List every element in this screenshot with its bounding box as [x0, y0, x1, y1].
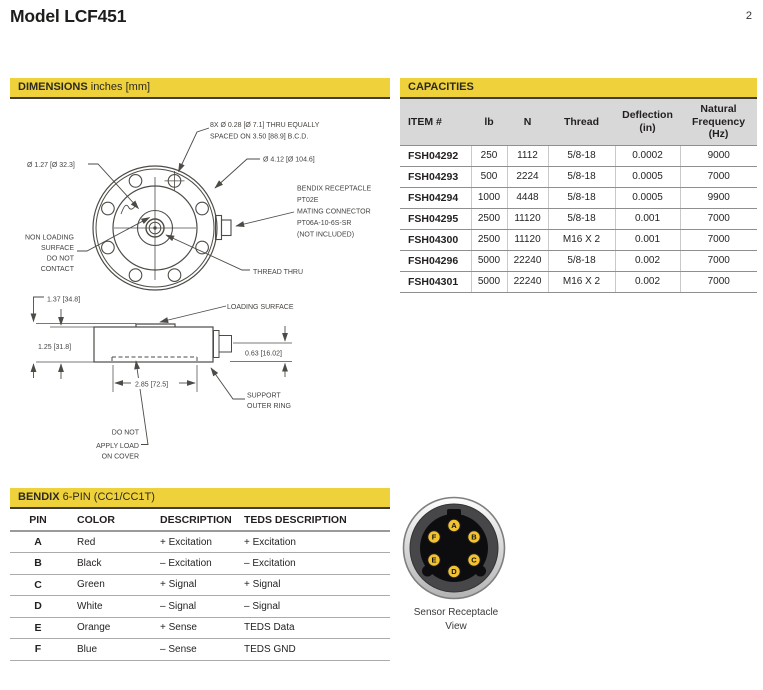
svg-text:SURFACE: SURFACE — [40, 245, 74, 252]
table-cell: 5/8-18 — [548, 145, 615, 166]
table-cell: – Excitation — [243, 553, 390, 575]
col-lb: lb — [471, 99, 507, 145]
table-row — [10, 531, 390, 553]
connector-caption — [388, 606, 524, 634]
table-cell: 5/8-18 — [548, 208, 615, 229]
svg-text:SUPPORT: SUPPORT — [247, 392, 281, 400]
hub-diameter-label: Ø 1.27 [Ø 32.3] — [27, 162, 75, 169]
bolt-pattern-note-line1: 8X Ø 0.28 [Ø 7.1] THRU EQUALLY — [210, 122, 320, 129]
table-cell: + Excitation — [243, 531, 390, 553]
svg-text:DO NOT: DO NOT — [111, 429, 139, 437]
pin-a-label: A — [451, 521, 457, 531]
bendix-table-header — [10, 509, 390, 531]
col-color: COLOR — [66, 509, 150, 531]
table-cell: 0.001 — [615, 229, 680, 250]
capacities-table-header — [400, 99, 757, 145]
bendix-pin-table — [10, 509, 390, 661]
table-cell: Orange — [66, 617, 150, 639]
bendix-header-bold: BENDIX — [18, 491, 60, 503]
page-number: 2 — [745, 10, 752, 22]
table-cell: FSH04301 — [400, 271, 471, 292]
table-cell: C — [10, 574, 66, 596]
col-thread: Thread — [548, 99, 615, 145]
table-row — [400, 166, 757, 187]
recess-width-dim: 2.85 [72.5] — [135, 381, 169, 389]
pin-c-label: C — [471, 555, 477, 565]
table-cell: 500 — [471, 166, 507, 187]
table-cell: B — [10, 553, 66, 575]
table-cell: D — [10, 596, 66, 618]
table-cell: 22240 — [507, 271, 548, 292]
table-cell: 11120 — [507, 208, 548, 229]
table-row — [10, 596, 390, 618]
dimensions-header-units: inches [mm] — [87, 81, 151, 93]
svg-text:PT02E: PT02E — [297, 197, 319, 204]
table-cell: 2500 — [471, 229, 507, 250]
table-cell: + Signal — [150, 574, 243, 596]
col-description: DESCRIPTION — [150, 509, 243, 531]
load-cell-side-view — [34, 293, 294, 461]
overall-height-dim: 1.37 [34.8] — [47, 296, 81, 304]
pin-d-label: D — [451, 567, 457, 577]
table-cell: 5/8-18 — [548, 187, 615, 208]
col-natural-frequency: Natural Frequency (Hz) — [680, 99, 757, 145]
table-cell: – Signal — [243, 596, 390, 618]
table-cell: 9900 — [680, 187, 757, 208]
table-cell: 250 — [471, 145, 507, 166]
table-row — [10, 617, 390, 639]
sensor-receptacle-diagram — [398, 493, 514, 605]
table-cell: 0.0005 — [615, 166, 680, 187]
dimension-drawing — [10, 100, 390, 478]
table-cell: FSH04296 — [400, 250, 471, 271]
bendix-table-body — [10, 531, 390, 660]
table-cell: A — [10, 531, 66, 553]
table-row — [400, 187, 757, 208]
svg-text:OUTER RING: OUTER RING — [247, 403, 291, 410]
table-cell: Green — [66, 574, 150, 596]
table-row — [400, 145, 757, 166]
capacities-section-header — [400, 78, 757, 99]
loading-surface-label: LOADING SURFACE — [227, 304, 294, 311]
table-cell: 4448 — [507, 187, 548, 208]
table-cell: 0.001 — [615, 208, 680, 229]
pin-e-label: E — [431, 555, 437, 565]
table-cell: TEDS GND — [243, 639, 390, 661]
capacities-table — [400, 99, 757, 293]
connector-caption-line1: Sensor Receptacle — [413, 607, 499, 618]
table-cell: 2224 — [507, 166, 548, 187]
connector-caption-line2: View — [445, 621, 467, 632]
table-cell: + Signal — [243, 574, 390, 596]
thread-thru-label: THREAD THRU — [253, 269, 304, 276]
col-teds-description: TEDS DESCRIPTION — [243, 509, 390, 531]
table-row — [400, 208, 757, 229]
table-cell: White — [66, 596, 150, 618]
col-pin: PIN — [10, 509, 66, 531]
table-row — [400, 250, 757, 271]
table-cell: + Excitation — [150, 531, 243, 553]
svg-text:PT06A-10-6S-SR: PT06A-10-6S-SR — [297, 220, 352, 227]
table-row — [400, 271, 757, 292]
table-cell: 5000 — [471, 250, 507, 271]
bendix-receptacle-note — [297, 186, 371, 239]
table-cell: 1112 — [507, 145, 548, 166]
table-cell: 7000 — [680, 250, 757, 271]
table-cell: 5000 — [471, 271, 507, 292]
table-cell: Red — [66, 531, 150, 553]
table-cell: – Signal — [150, 596, 243, 618]
non-loading-surface-note — [25, 235, 75, 274]
svg-text:MATING CONNECTOR: MATING CONNECTOR — [297, 208, 371, 216]
col-deflection: Deflection (in) — [615, 99, 680, 145]
table-cell: – Excitation — [150, 553, 243, 575]
capacities-header-bold: CAPACITIES — [408, 81, 474, 93]
svg-text:ON COVER: ON COVER — [101, 453, 139, 461]
pin-f-label: F — [431, 532, 437, 542]
table-cell: 7000 — [680, 166, 757, 187]
load-cell-top-view — [25, 122, 372, 290]
dimensions-header-bold: DIMENSIONS — [18, 81, 88, 93]
page-title: Model LCF451 — [10, 6, 127, 26]
connector-height-dim: 0.63 [16.02] — [245, 350, 282, 358]
table-row — [400, 229, 757, 250]
dimensions-section-header — [10, 78, 390, 99]
bendix-header-rest: 6-PIN (CC1/CC1T) — [59, 491, 155, 503]
table-cell: 1000 — [471, 187, 507, 208]
svg-text:DO NOT: DO NOT — [46, 255, 74, 263]
table-cell: FSH04294 — [400, 187, 471, 208]
table-cell: FSH04293 — [400, 166, 471, 187]
pin-b-label: B — [471, 532, 477, 542]
body-height-dim: 1.25 [31.8] — [38, 344, 72, 351]
table-row — [10, 639, 390, 661]
table-cell: 7000 — [680, 208, 757, 229]
table-cell: Black — [66, 553, 150, 575]
table-cell: 2500 — [471, 208, 507, 229]
col-item: ITEM # — [400, 99, 471, 145]
table-cell: 7000 — [680, 229, 757, 250]
table-cell: 0.002 — [615, 250, 680, 271]
table-row — [10, 574, 390, 596]
bolt-pattern-note-line2: SPACED ON 3.50 [88.9] B.C.D. — [210, 133, 309, 141]
col-n: N — [507, 99, 548, 145]
svg-text:CONTACT: CONTACT — [40, 266, 74, 273]
bendix-section-header — [10, 488, 390, 509]
table-cell: 9000 — [680, 145, 757, 166]
svg-text:APPLY LOAD: APPLY LOAD — [96, 443, 139, 450]
table-cell: 0.0005 — [615, 187, 680, 208]
table-cell: M16 X 2 — [548, 229, 615, 250]
table-cell: 7000 — [680, 271, 757, 292]
table-cell: F — [10, 639, 66, 661]
outer-diameter-label: Ø 4.12 [Ø 104.6] — [263, 156, 315, 164]
table-cell: 11120 — [507, 229, 548, 250]
table-cell: FSH04300 — [400, 229, 471, 250]
table-cell: TEDS Data — [243, 617, 390, 639]
table-cell: Blue — [66, 639, 150, 661]
no-load-on-cover-note — [96, 430, 140, 461]
table-cell: M16 X 2 — [548, 271, 615, 292]
table-cell: 22240 — [507, 250, 548, 271]
table-cell: E — [10, 617, 66, 639]
table-cell: 5/8-18 — [548, 250, 615, 271]
table-cell: 5/8-18 — [548, 166, 615, 187]
table-cell: + Sense — [150, 617, 243, 639]
svg-text:(NOT INCLUDED): (NOT INCLUDED) — [297, 231, 355, 239]
capacities-table-body — [400, 145, 757, 292]
support-outer-ring-note — [247, 393, 291, 411]
table-cell: – Sense — [150, 639, 243, 661]
svg-text:NON LOADING: NON LOADING — [24, 234, 74, 242]
table-cell: FSH04292 — [400, 145, 471, 166]
table-cell: 0.0002 — [615, 145, 680, 166]
table-cell: 0.002 — [615, 271, 680, 292]
table-row — [10, 553, 390, 575]
svg-text:BENDIX RECEPTACLE: BENDIX RECEPTACLE — [297, 185, 372, 193]
table-cell: FSH04295 — [400, 208, 471, 229]
